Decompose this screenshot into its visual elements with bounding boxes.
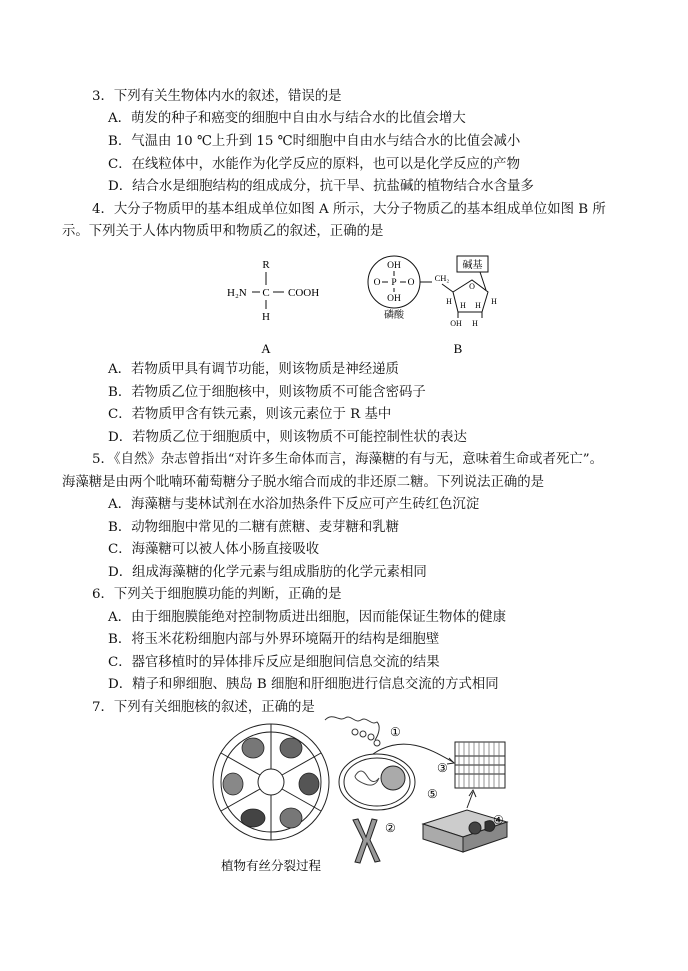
svg-text:OH: OH xyxy=(387,261,401,271)
chromosome xyxy=(353,819,380,863)
mark-4: ④ xyxy=(493,813,504,827)
bilayer-stack xyxy=(455,742,505,788)
svg-text:OH: OH xyxy=(450,319,462,328)
q5-option-b: B．动物细胞中常见的二糖有蔗糖、麦芽糖和乳糖 xyxy=(108,520,400,535)
svg-text:H: H xyxy=(446,297,452,306)
q3-option-b: B．气温由 10 ℃上升到 15 ℃时细胞中自由水与结合水的比值会减小 xyxy=(108,134,521,149)
mark-5: ⑤ xyxy=(427,787,438,801)
q4-figure xyxy=(220,252,510,357)
svg-text:P: P xyxy=(391,278,397,288)
q5-stem-line1: 5．《自然》杂志曾指出“对许多生命体而言，海藻糖的有与无，意味着生命或者死亡”。 xyxy=(92,452,603,467)
q3-option-c: C．在线粒体中，水能作为化学反应的原料，也可以是化学反应的产物 xyxy=(108,157,520,172)
svg-text:C: C xyxy=(262,287,270,299)
q5-option-d: D．组成海藻糖的化学元素与组成脂肪的化学元素相同 xyxy=(108,565,427,580)
svg-text:H: H xyxy=(262,311,270,323)
svg-text:H₂N: H₂N xyxy=(227,287,247,299)
q6-stem: 6．下列关于细胞膜功能的判断，正确的是 xyxy=(92,587,342,602)
svg-text:O: O xyxy=(469,282,475,291)
q6-option-a: A．由于细胞膜能绝对控制物质进出细胞，因而能保证生物体的健康 xyxy=(108,610,506,625)
amino-acid-structure xyxy=(227,259,319,356)
svg-text:OH: OH xyxy=(387,294,401,304)
svg-text:COOH: COOH xyxy=(288,287,320,299)
svg-text:H: H xyxy=(475,301,481,310)
base-label: 碱基 xyxy=(462,260,483,271)
q3-option-d: D．结合水是细胞结构的组成成分，抗干旱、抗盐碱的植物结合水含量多 xyxy=(108,179,534,194)
figure-caption: 植物有丝分裂过程 xyxy=(220,859,322,873)
q4-stem-line1: 4．大分子物质甲的基本组成单位如图 A 所示，大分子物质乙的基本组成单位如图 B 所 xyxy=(92,202,606,217)
mark-1: ① xyxy=(390,725,401,739)
q4-option-c: C．若物质甲含有铁元素，则该元素位于 R 基中 xyxy=(108,407,392,422)
svg-text:CH₂: CH₂ xyxy=(434,273,450,283)
chromatin-coil xyxy=(325,717,380,746)
svg-text:H: H xyxy=(472,319,478,328)
q7-figure xyxy=(205,712,525,877)
q5-stem-line2: 海藻糖是由两个吡喃环葡萄糖分子脱水缩合而成的非还原二糖。下列说法正确的是 xyxy=(62,475,545,490)
phosphate-label: 磷酸 xyxy=(384,310,404,321)
cell-nucleus xyxy=(339,754,415,810)
fig-b-caption: B xyxy=(453,341,463,356)
q5-option-a: A．海藻糖与斐林试剂在水浴加热条件下反应可产生砖红色沉淀 xyxy=(108,497,480,512)
svg-text:O: O xyxy=(407,278,415,288)
q6-option-d: D．精子和卵细胞、胰岛 B 细胞和肝细胞进行信息交流的方式相同 xyxy=(108,677,499,692)
q6-option-b: B．将玉米花粉细胞内部与外界环境隔开的结构是细胞壁 xyxy=(108,632,440,647)
svg-text:H: H xyxy=(491,297,497,306)
svg-text:R: R xyxy=(262,259,270,271)
nucleotide-structure xyxy=(368,256,497,356)
q3-option-a: A．萌发的种子和癌变的细胞中自由水与结合水的比值会增大 xyxy=(108,111,466,126)
q4-option-d: D．若物质乙位于细胞质中，则该物质不可能控制性状的表达 xyxy=(108,430,467,445)
fig-a-caption: A xyxy=(261,341,271,356)
q4-option-b: B．若物质乙位于细胞核中，则该物质不可能含密码子 xyxy=(108,385,426,400)
mark-3: ③ xyxy=(437,761,448,775)
q6-option-c: C．器官移植时的异体排斥反应是细胞间信息交流的结果 xyxy=(108,655,440,670)
svg-text:H: H xyxy=(460,301,466,310)
q3-stem: 3．下列有关生物体内水的叙述，错误的是 xyxy=(92,89,342,104)
mark-2: ② xyxy=(385,821,396,835)
q5-option-c: C．海藻糖可以被人体小肠直接吸收 xyxy=(108,542,320,557)
q7-stem: 7．下列有关细胞核的叙述，正确的是 xyxy=(92,700,315,715)
svg-text:O: O xyxy=(373,278,381,288)
q4-stem-line2: 示。下列关于人体内物质甲和物质乙的叙述，正确的是 xyxy=(62,224,384,239)
q4-option-a: A．若物质甲具有调节功能，则该物质是神经递质 xyxy=(108,362,399,377)
